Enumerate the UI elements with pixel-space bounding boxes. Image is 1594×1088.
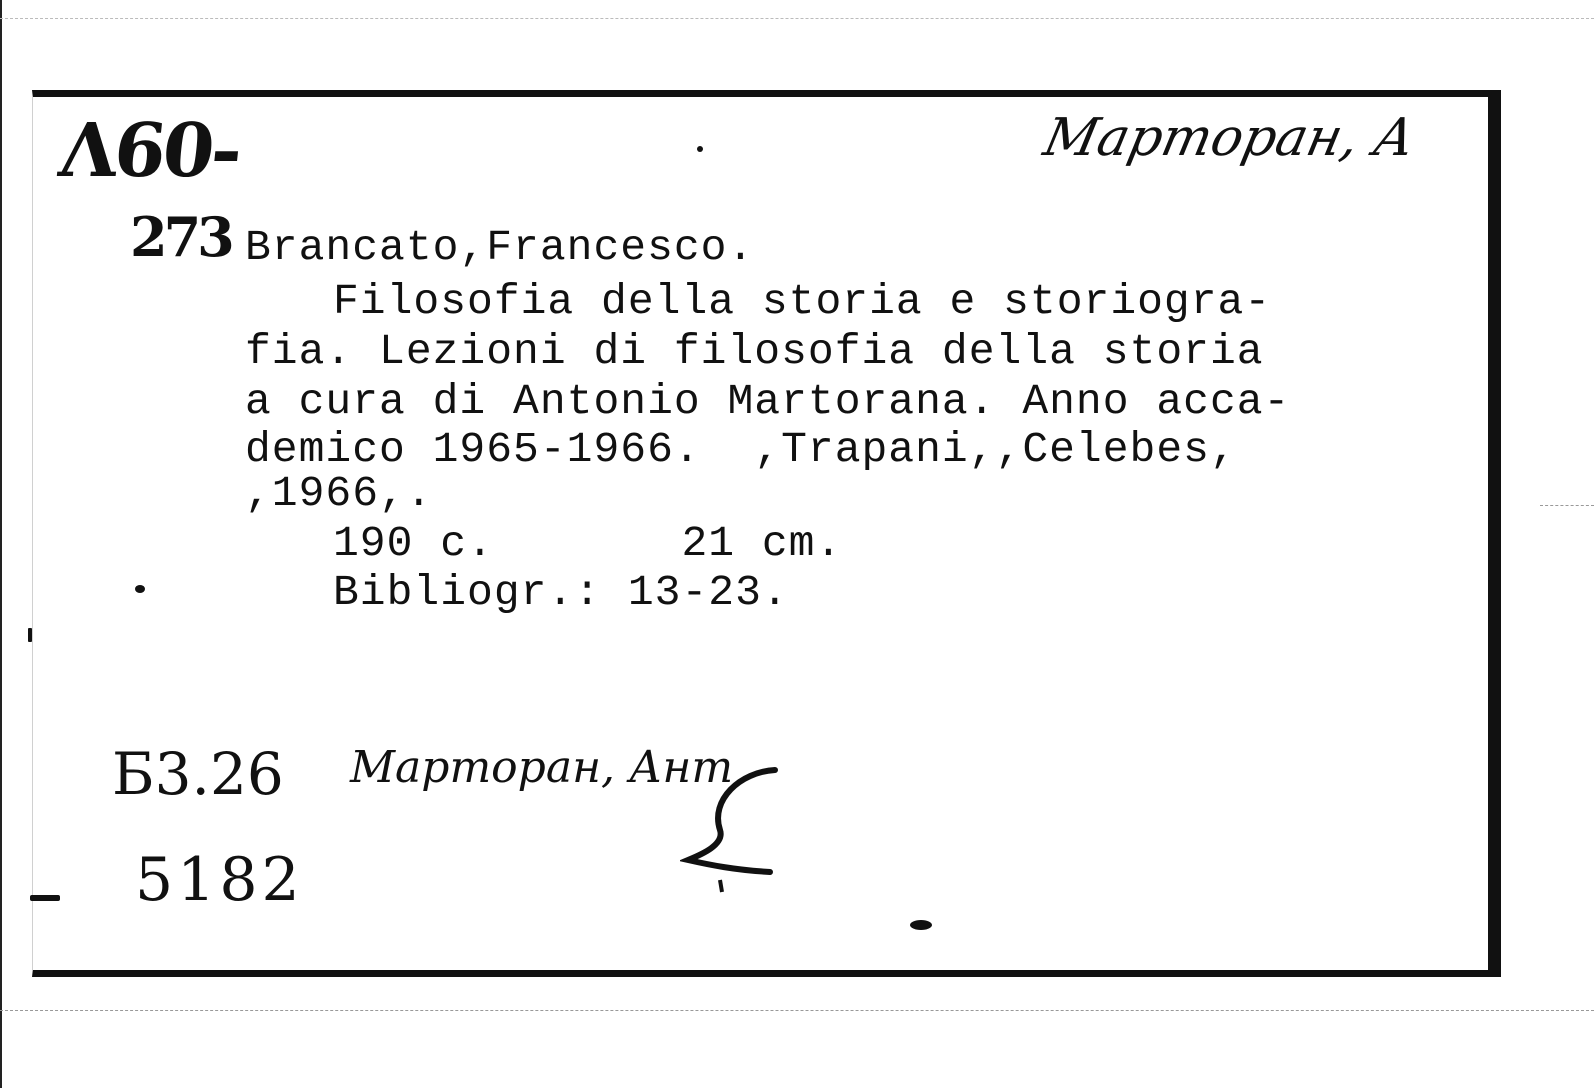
entry-title-line-3: a cura di Antonio Martorana. Anno acca-: [245, 377, 1291, 426]
call-number-top: Λ60-: [55, 108, 244, 194]
stray-dot: [697, 146, 703, 152]
shelf-mark: Б3.26: [112, 740, 284, 808]
handwritten-author: Марторан, А: [1038, 108, 1421, 168]
entry-bibliography-note: Bibliogr.: 13-23.: [333, 568, 789, 617]
scan-guide-right: [1540, 505, 1594, 506]
entry-collation: 190 c. 21 cm.: [333, 519, 843, 568]
entry-imprint-line-1: demico 1965-1966. ,Trapani,,Celebes,: [245, 425, 1237, 474]
stray-dot: [910, 920, 932, 930]
stray-dot: [28, 628, 32, 642]
handwritten-scribble: [680, 760, 810, 900]
scan-guide-top: [0, 18, 1594, 19]
entry-author-heading: Brancato,Francesco.: [245, 223, 755, 272]
scan-edge: [0, 0, 2, 1088]
call-number-bottom: 273: [130, 205, 231, 269]
scan-guide-bottom: [0, 1010, 1594, 1011]
shelf-mark-name: Марторан, Ант: [350, 742, 734, 793]
stray-dot: [30, 895, 60, 901]
stray-dot: [135, 585, 145, 593]
entry-title-line-1: Filosofia della storia e storiogra-: [333, 277, 1272, 326]
entry-imprint-line-2: ,1966,.: [245, 469, 433, 518]
entry-title-line-2: fia. Lezioni di filosofia della storia: [245, 327, 1264, 376]
inventory-number: 5182: [135, 845, 304, 915]
